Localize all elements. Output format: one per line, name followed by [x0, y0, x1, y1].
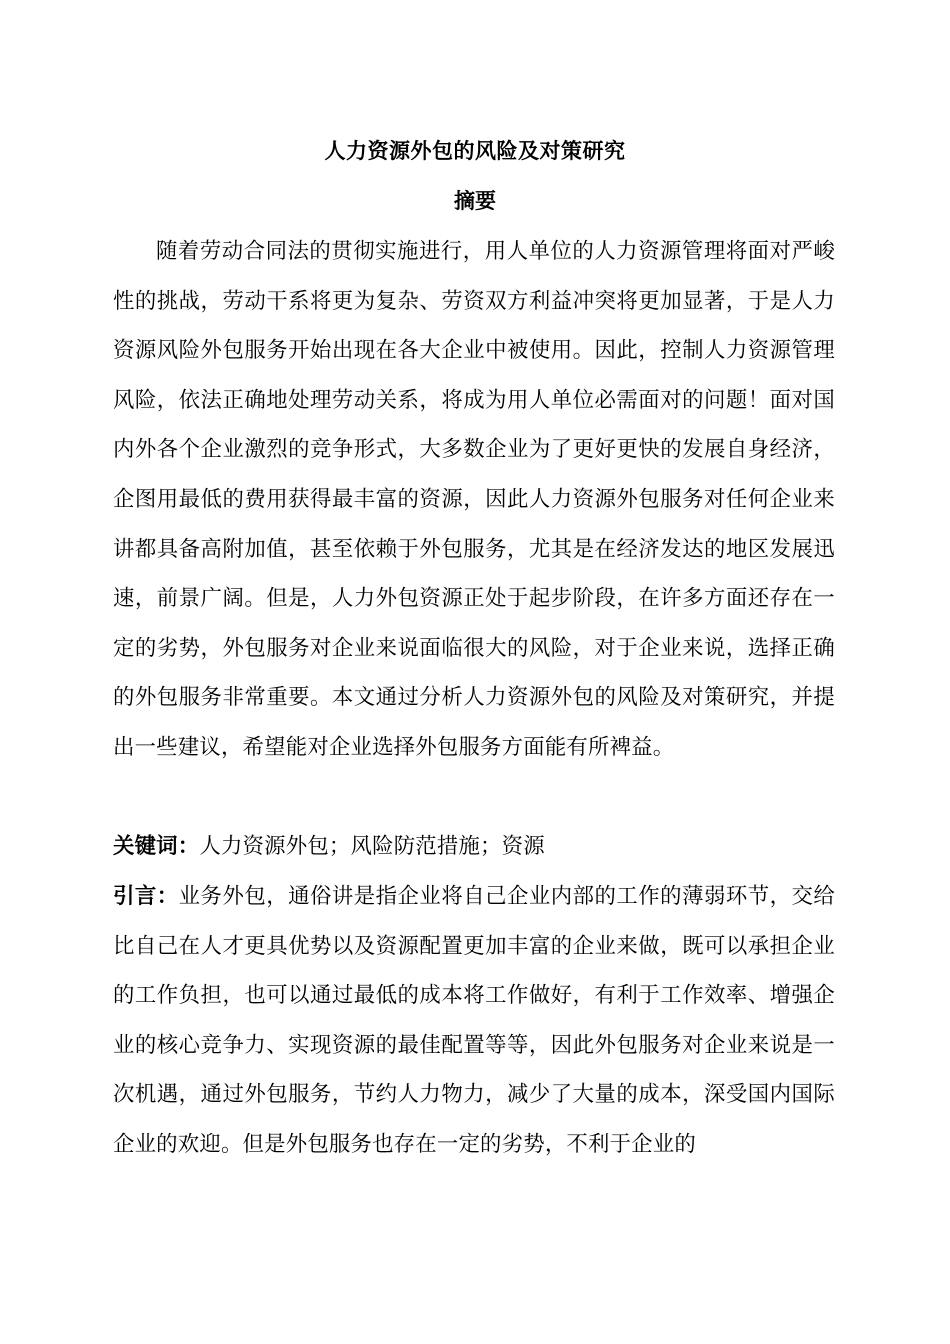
abstract-heading: 摘要: [454, 189, 496, 213]
keywords-label: 关键词：: [113, 834, 200, 859]
keywords-line: [113, 822, 835, 872]
document-title: 人力资源外包的风险及对策研究: [324, 139, 626, 163]
introduction-text: 业务外包，通俗讲是指企业将自己企业内部的工作的薄弱环节，交给比自己在人才更具优势以及资源配置更加丰富的企业来做，既可以承担企业的工作负担，也可以通过最低的成本将工作做好，有利于工作效率、增强企业的核心竞争力、实现资源的最佳配置等等，因此外包服务对企业来说是一次机遇，通过外包服务，节约人力物力，减少了大量的成本，深受国内国际企业的欢迎。但是外包服务也存在一定的劣势，不利于企业的: [113, 884, 835, 1157]
introduction-paragraph: [113, 872, 835, 1170]
abstract-paragraph: 随着劳动合同法的贯彻实施进行，用人单位的人力资源管理将面对严峻性的挑战，劳动干系将更为复杂、劳资双方利益冲突将更加显著，于是人力资源风险外包服务开始出现在各大企业中被使用。因此，控制人力资源管理风险，依法正确地处理劳动关系，将成为用人单位必需面对的问题！面对国内外各个企业激烈的竞争形式，大多数企业为了更好更快的发展自身经济，企图用最低的费用获得最丰富的资源，因此人力资源外包服务对任何企业来讲都具备高附加值，甚至依赖于外包服务，尤其是在经济发达的地区发展迅速，前景广阔。但是，人力外包资源正处于起步阶段，在许多方面还存在一定的劣势，外包服务对企业来说面临很大的风险，对于企业来说，选择正确的外包服务非常重要。本文通过分析人力资源外包的风险及对策研究，并提出一些建议，希望能对企业选择外包服务方面能有所裨益。: [113, 239, 835, 760]
introduction-label: 引言：: [113, 884, 179, 909]
keywords-text: 人力资源外包；风险防范措施；资源: [199, 834, 545, 859]
